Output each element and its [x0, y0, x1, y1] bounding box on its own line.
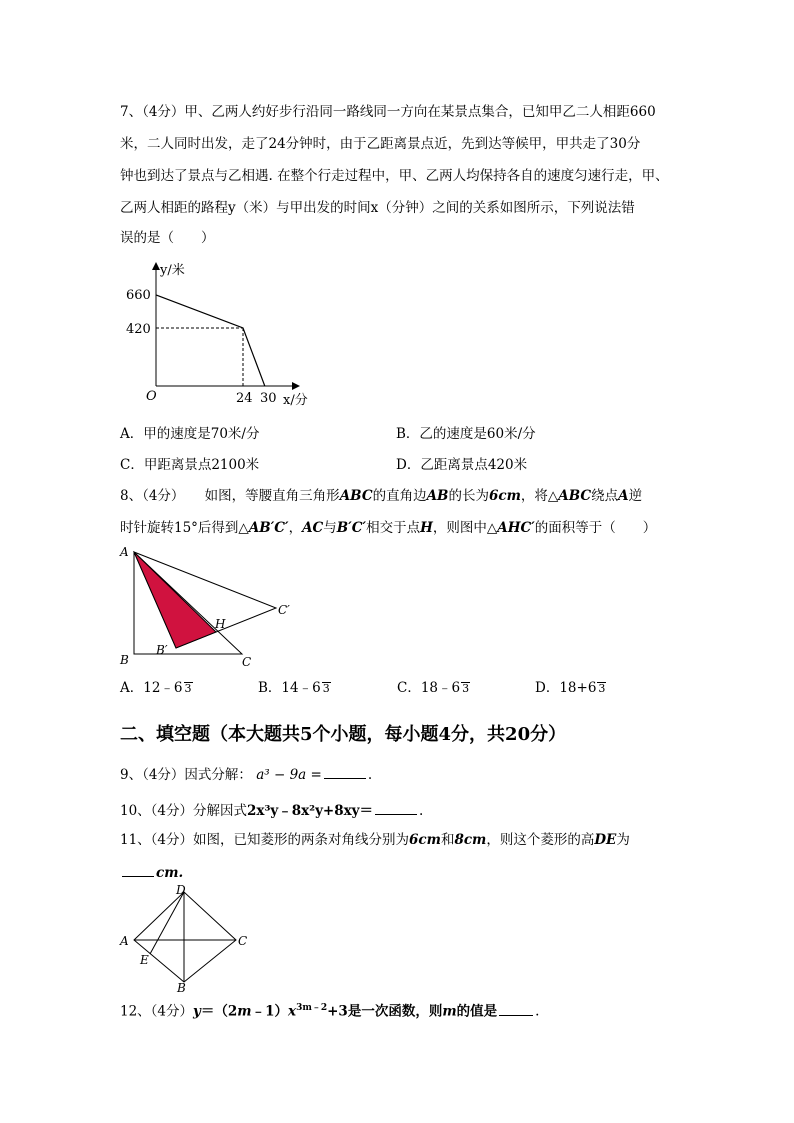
q12-text: ＝（2 — [200, 1003, 238, 1020]
q9-period: . — [367, 767, 373, 783]
q8-math-a: A — [618, 488, 629, 504]
option-text: A．12﹣6 — [120, 680, 183, 696]
q11-text: ，则这个菱形的高 — [486, 832, 595, 848]
label-c: C — [242, 655, 252, 669]
q8-math-abc: ABC — [558, 488, 592, 504]
x-axis-label: x/分 — [283, 393, 308, 408]
label-h: H — [215, 617, 226, 631]
q8-line-1 — [120, 486, 642, 506]
q7-distance-time-graph — [120, 258, 320, 414]
q12-line — [120, 998, 539, 1022]
q12-var-x: x — [288, 1003, 297, 1020]
series-line — [156, 295, 265, 386]
q10-answer-blank[interactable] — [375, 800, 417, 815]
q8-math-abc-prime: AB′C′ — [248, 520, 289, 536]
q12-period: . — [535, 1003, 540, 1020]
q11-diagonal-1: 6cm — [409, 832, 441, 848]
y-axis-arrow-icon — [152, 262, 160, 270]
q7-option-a[interactable]: A．甲的速度是70米/分 — [120, 426, 260, 442]
q10-text: 10、（4分）分解因式 — [120, 803, 248, 819]
label-c: C — [238, 934, 248, 948]
q7-option-b[interactable]: B．乙的速度是60米/分 — [396, 426, 536, 442]
height-de — [150, 892, 184, 954]
q8-rotated-triangle-figure — [118, 542, 304, 672]
label-b-prime: B′ — [156, 643, 168, 657]
q8-option-c[interactable] — [397, 678, 470, 698]
q11-de: DE — [594, 832, 617, 848]
q9-expression: a³ − 9a = — [256, 767, 322, 783]
q7-line-1: 7、（4分）甲、乙两人约好步行沿同一路线同一方向在某景点集合，已知甲乙二人相距660 — [120, 104, 656, 120]
q8-text: 8、（4分） 如图，等腰直角三角形 — [120, 488, 340, 504]
sqrt-radicand: 3 — [598, 682, 606, 695]
y-tick-660: 660 — [126, 288, 151, 303]
label-b: B — [120, 653, 129, 667]
q12-var-m: m — [237, 1003, 252, 1020]
q8-text: 相交于点 — [366, 520, 421, 536]
q8-text: 的面积等于（ ） — [534, 520, 657, 536]
q12-answer-blank[interactable] — [499, 1001, 533, 1016]
q11-answer-blank[interactable] — [122, 862, 154, 877]
q11-text: 为 — [616, 832, 630, 848]
label-d: D — [176, 884, 186, 897]
q11-diagonal-2: 8cm — [454, 832, 487, 848]
option-text: D．18+6 — [535, 680, 597, 696]
q8-math-ac: AC — [302, 520, 324, 536]
q8-math-ab: AB — [426, 488, 449, 504]
q11-text: 11、（4分）如图，已知菱形的两条对角线分别为 — [120, 832, 410, 848]
q8-text: ，则图中△ — [432, 520, 498, 536]
q11-rhombus-figure — [116, 884, 250, 992]
q9-answer-blank[interactable] — [324, 764, 366, 779]
origin-label: O — [146, 389, 157, 404]
q12-var-y: y — [193, 1003, 201, 1020]
x-tick-24: 24 — [236, 391, 253, 406]
q9-text: 9、（4分）因式分解： — [120, 767, 252, 783]
q8-text: 逆 — [628, 488, 643, 504]
q8-text: ， — [288, 520, 303, 536]
q8-text: 绕点 — [591, 488, 619, 504]
q11-unit: cm. — [156, 865, 184, 881]
label-a: A — [120, 545, 129, 559]
q8-text: 时针旋转15°后得到△ — [120, 520, 249, 536]
q12-text: +3是一次函数，则 — [327, 1003, 443, 1020]
rhombus-abcd — [134, 892, 236, 982]
sqrt-radicand: 3 — [462, 682, 470, 695]
x-axis-arrow-icon — [292, 382, 300, 390]
q9-line — [120, 764, 372, 785]
q12-exponent: 3m﹣2 — [296, 1003, 328, 1013]
q8-text: 与 — [323, 520, 337, 536]
q8-math-h: H — [420, 520, 433, 536]
q10-line — [120, 800, 423, 821]
q8-math-len: 6cm — [488, 488, 521, 504]
q7-line-2: 米，二人同时出发，走了24分钟时，由于乙距离景点近，先到达等候甲，甲共走了30分 — [120, 136, 641, 152]
y-tick-420: 420 — [126, 322, 151, 337]
q8-math-abc: ABC — [339, 488, 373, 504]
x-tick-30: 30 — [260, 391, 277, 406]
q7-option-c[interactable]: C．甲距离景点2100米 — [120, 457, 260, 473]
q8-option-d[interactable] — [535, 678, 606, 698]
label-c-prime: C′ — [278, 603, 290, 617]
q7-line-3: 钟也到达了景点与乙相遇. 在整个行走过程中，甲、乙两人均保持各自的速度匀速行走，甲、 — [120, 168, 669, 184]
q11-text: 和 — [440, 832, 455, 848]
y-axis-label: y/米 — [160, 263, 185, 278]
q12-var-m: m — [442, 1003, 457, 1020]
label-e: E — [140, 953, 149, 967]
q8-option-b[interactable] — [258, 678, 331, 698]
q8-math-bc-prime: B′C′ — [336, 520, 367, 536]
option-text: B．14﹣6 — [258, 680, 321, 696]
label-b: B — [177, 981, 186, 992]
section-2-heading: 二、填空题（本大题共5个小题，每小题4分，共20分） — [120, 724, 567, 745]
q12-text: ﹣1） — [251, 1003, 288, 1020]
q8-option-a[interactable] — [120, 678, 193, 698]
q12-text: 的值是 — [456, 1003, 498, 1020]
q8-text: 的直角边 — [372, 488, 427, 504]
q8-text: 的长为 — [448, 488, 489, 504]
q7-line-4: 乙两人相距的路程y（米）与甲出发的时间x（分钟）之间的关系如图所示，下列说法错 — [120, 200, 635, 216]
sqrt-radicand: 3 — [322, 682, 330, 695]
q12-text: 12、（4分） — [120, 1003, 194, 1020]
q11-line-1 — [120, 830, 630, 850]
q11-line-2 — [120, 862, 183, 883]
q8-line-2 — [120, 518, 656, 538]
sqrt-radicand: 3 — [184, 682, 192, 695]
q10-expression: 2x³y﹣8x²y+8xy＝ — [247, 803, 374, 819]
shaded-region — [134, 552, 216, 648]
q7-line-5: 误的是（ ） — [120, 230, 215, 246]
q10-period: . — [419, 803, 424, 819]
q7-option-d[interactable]: D．乙距离景点420米 — [396, 457, 528, 473]
q8-text: ，将△ — [520, 488, 559, 504]
q8-math-ahc: AHC′ — [497, 520, 535, 536]
option-text: C．18﹣6 — [397, 680, 461, 696]
label-a: A — [120, 934, 129, 948]
